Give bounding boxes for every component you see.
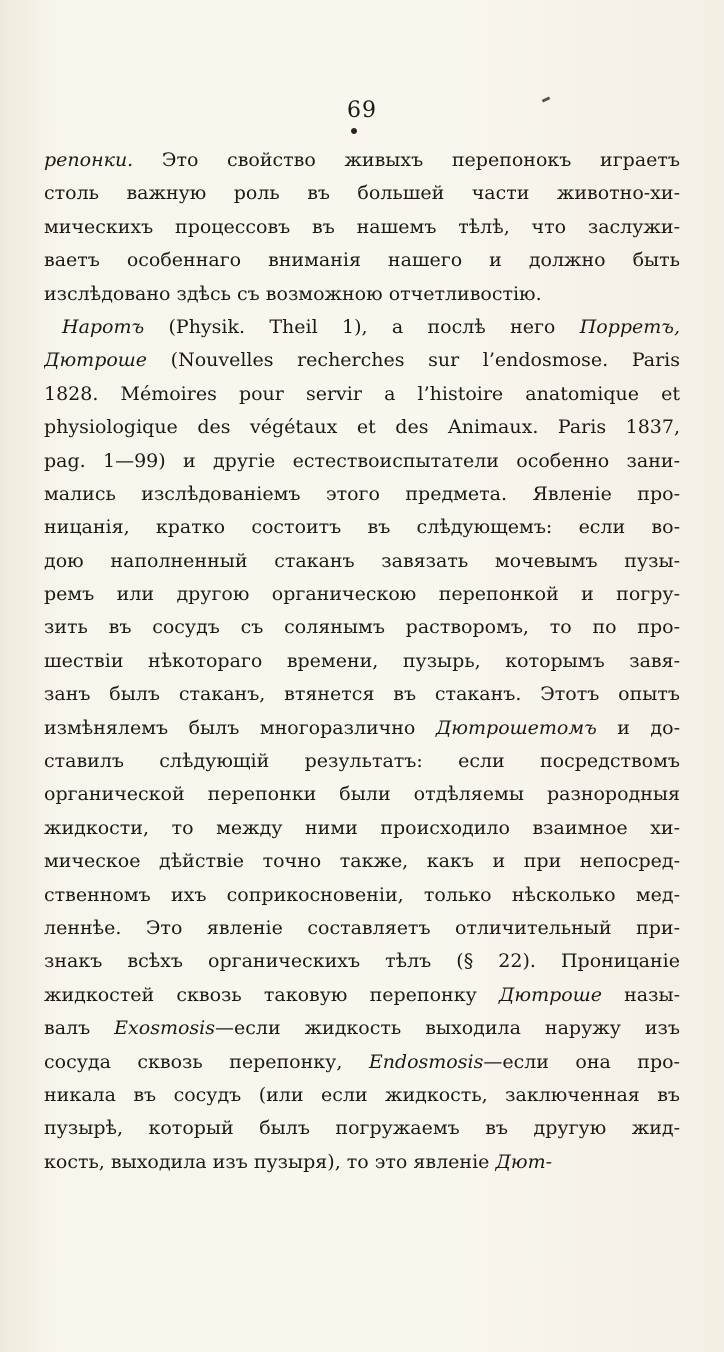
print-mark: [351, 128, 357, 134]
page-number: 69: [347, 98, 377, 123]
text-line: [44, 945, 680, 978]
text-run: (Nouvelles recherches sur l’endosmose. Paris: [147, 349, 680, 372]
body-text: [44, 144, 680, 1179]
text-run: и до-: [596, 716, 680, 739]
italic-name: Наротъ: [62, 315, 145, 338]
text-line: [44, 1146, 680, 1179]
italic-name: репонки.: [44, 149, 134, 171]
text-line: [44, 678, 680, 711]
italic-name: Exosmosis: [114, 1017, 215, 1040]
text-run: мическое дѣйствіе точно также, какъ и при непосред-: [44, 850, 680, 873]
text-line: [44, 445, 680, 478]
text-run: ницанія, кратко состоитъ въ слѣдующемъ: если во-: [44, 516, 680, 539]
text-line: [44, 778, 680, 811]
text-run: валъ: [44, 1017, 115, 1040]
text-line: [44, 712, 680, 745]
text-run: изслѣдовано здѣсь съ возможною отчетливостію.: [44, 282, 542, 305]
text-line: [44, 378, 680, 411]
italic-name: Дютроше: [498, 983, 602, 1006]
text-line: [44, 812, 680, 845]
text-line: [44, 979, 680, 1012]
italic-name: Endosmosis: [368, 1050, 484, 1073]
text-run: столь важную роль въ большей части животно-хи-: [44, 182, 680, 205]
text-line: [44, 177, 680, 210]
text-line: [44, 478, 680, 511]
text-line: [44, 1046, 680, 1079]
text-line: [44, 545, 680, 578]
text-run: дою наполненный стаканъ завязать мочевымъ пузы-: [44, 549, 680, 572]
text-run: (Physik. Theil 1), а послѣ него: [144, 315, 580, 338]
text-line: [44, 278, 680, 311]
text-run: Это свойство живыхъ перепонокъ играетъ: [133, 149, 680, 171]
text-line: [44, 578, 680, 611]
text-line: [44, 645, 680, 678]
text-line: [44, 144, 680, 177]
text-run: сосуда сквозь перепонку,: [44, 1050, 369, 1073]
text-line: [44, 1112, 680, 1145]
text-line: [44, 244, 680, 277]
text-run: pag. 1—99) и другіе естествоиспытатели особенно зани-: [44, 449, 680, 472]
text-line: [44, 879, 680, 912]
text-run: physiologique des végétaux et des Animaux. Paris 1837,: [44, 416, 680, 439]
text-run: жидкости, то между ними происходило взаимное хи-: [44, 816, 680, 839]
text-run: шествіи нѣкотораго времени, пузырь, которымъ завя-: [44, 649, 680, 672]
text-line: [44, 1012, 680, 1045]
text-line: [44, 611, 680, 644]
italic-name: Дют-: [495, 1150, 553, 1173]
text-run: леннѣе. Это явленіе составляетъ отличительный при-: [44, 916, 680, 939]
text-run: зить въ сосудъ съ солянымъ растворомъ, то по про-: [44, 616, 680, 639]
text-line: [44, 344, 680, 377]
text-run: назы-: [601, 983, 680, 1006]
text-run: ственномъ ихъ соприкосновеніи, только нѣсколько мед-: [44, 883, 680, 906]
text-run: пузырѣ, который былъ погружаемъ въ другую жид-: [44, 1117, 680, 1140]
text-line: [44, 1079, 680, 1112]
text-run: органической перепонки были отдѣляемы разнородныя: [44, 783, 680, 806]
text-line: [44, 511, 680, 544]
text-run: измѣнялемъ былъ многоразлично: [44, 716, 436, 739]
text-run: никала въ сосудъ (или если жидкость, заключенная въ: [44, 1083, 680, 1106]
text-line: [44, 311, 680, 344]
text-run: занъ былъ стаканъ, втянется въ стаканъ. Этотъ опытъ: [44, 683, 680, 706]
text-line: [44, 745, 680, 778]
text-run: 1828. Mémoires pour servir a l’histoire anatomique et: [44, 382, 680, 405]
text-line: [44, 845, 680, 878]
text-run: кость, выходила изъ пузыря), то это явленіе: [44, 1150, 496, 1173]
italic-name: Дютроше: [44, 349, 148, 372]
text-run: —если она про-: [483, 1050, 680, 1073]
text-run: мическихъ процессовъ въ нашемъ тѣлѣ, что заслужи-: [44, 215, 680, 238]
italic-name: Дютрошетомъ: [435, 716, 597, 739]
text-run: мались изслѣдованіемъ этого предмета. Явленіе про-: [44, 482, 680, 505]
text-line: [44, 411, 680, 444]
text-run: ваетъ особеннаго вниманія нашего и должно быть: [44, 249, 680, 272]
text-run: ставилъ слѣдующій результатъ: если посредствомъ: [44, 750, 680, 773]
text-line: [44, 211, 680, 244]
italic-name: Порретъ,: [579, 315, 680, 338]
text-line: [44, 912, 680, 945]
text-run: —если жидкость выходила наружу изъ: [214, 1017, 680, 1040]
text-run: ремъ или другою органическою перепонкой и погру-: [44, 583, 680, 606]
text-run: знакъ всѣхъ органическихъ тѣлъ (§ 22). Проницаніе: [44, 950, 680, 973]
text-run: жидкостей сквозь таковую перепонку: [44, 983, 499, 1006]
